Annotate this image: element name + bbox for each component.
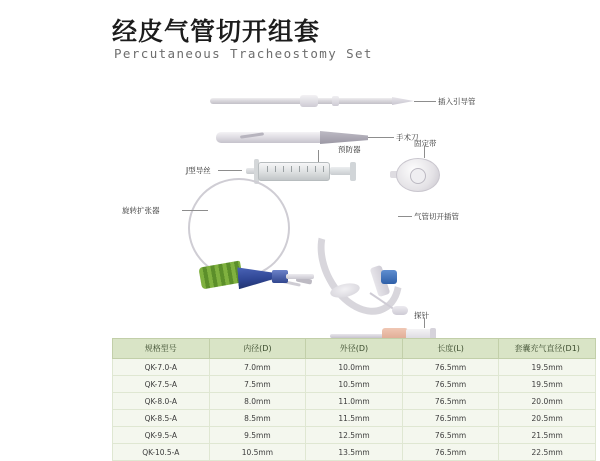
leader-line-rotary-dilator: [182, 210, 208, 211]
cell-model: QK-10.5-A: [113, 444, 210, 461]
table-row: [113, 427, 596, 444]
cell-outer-diameter: 13.5mm: [306, 444, 403, 461]
cell-length: 76.5mm: [402, 410, 499, 427]
label-trach-tube: 气管切开插管: [414, 212, 459, 221]
cell-inner-diameter: 8.5mm: [209, 410, 306, 427]
label-guide-catheter: 插入引导管: [438, 97, 476, 106]
cell-inner-diameter: 10.5mm: [209, 444, 306, 461]
syringe-barrel: [258, 162, 330, 181]
cell-model: QK-7.5-A: [113, 376, 210, 393]
cell-length: 76.5mm: [402, 376, 499, 393]
cell-length: 76.5mm: [402, 427, 499, 444]
guide-catheter-band: [300, 95, 318, 107]
page-title: 经皮气管切开组套: [112, 17, 321, 46]
product-illustration: [0, 70, 600, 320]
table-row: [113, 376, 596, 393]
specification-table: [112, 338, 596, 461]
cell-cuff-diameter: 19.5mm: [499, 359, 596, 376]
column-header-inner-diameter: 内径(D): [209, 339, 306, 359]
label-j-wire: J型导丝: [186, 166, 211, 175]
table-row: [113, 359, 596, 376]
cell-cuff-diameter: 19.5mm: [499, 376, 596, 393]
label-syringe: 预防器: [338, 145, 361, 154]
label-scalpel: 手术刀: [396, 133, 419, 142]
leader-line-guide-catheter: [414, 101, 436, 102]
cell-cuff-diameter: 22.5mm: [499, 444, 596, 461]
cell-outer-diameter: 10.0mm: [306, 359, 403, 376]
cell-model: QK-7.0-A: [113, 359, 210, 376]
leader-line-syringe: [318, 150, 319, 162]
fixation-band-hole: [410, 168, 426, 184]
leader-line-j-wire: [218, 170, 242, 171]
label-fixation-band: 固定带: [414, 139, 437, 148]
tracheostomy-tube-pilot-balloon: [392, 306, 408, 315]
column-header-length: 长度(L): [402, 339, 499, 359]
scalpel-handle: [216, 132, 336, 143]
syringe-thumb-rest: [350, 162, 356, 181]
cell-outer-diameter: 11.0mm: [306, 393, 403, 410]
cell-outer-diameter: 12.5mm: [306, 427, 403, 444]
tracheostomy-tube-connector: [381, 270, 397, 284]
cell-cuff-diameter: 20.5mm: [499, 410, 596, 427]
cell-model: QK-9.5-A: [113, 427, 210, 444]
cell-outer-diameter: 10.5mm: [306, 376, 403, 393]
table-header-row: [113, 339, 596, 359]
page-subtitle: Percutaneous Tracheostomy Set: [114, 46, 373, 61]
cell-length: 76.5mm: [402, 359, 499, 376]
cell-cuff-diameter: 21.5mm: [499, 427, 596, 444]
leader-line-trach-tube: [398, 216, 412, 217]
cell-inner-diameter: 9.5mm: [209, 427, 306, 444]
label-probe: 探针: [414, 311, 429, 320]
table-row: [113, 410, 596, 427]
rotary-dilator-shaft: [286, 274, 314, 279]
column-header-cuff-diameter: 套囊充气直径(D1): [499, 339, 596, 359]
label-rotary-dilator: 旋转扩张器: [122, 206, 160, 215]
column-header-outer-diameter: 外径(D): [306, 339, 403, 359]
cell-model: QK-8.0-A: [113, 393, 210, 410]
cell-inner-diameter: 8.0mm: [209, 393, 306, 410]
cell-cuff-diameter: 20.0mm: [499, 393, 596, 410]
guide-catheter-tip: [392, 97, 414, 105]
scalpel-blade: [320, 131, 368, 144]
table-row: [113, 393, 596, 410]
table-row: [113, 444, 596, 461]
cell-inner-diameter: 7.5mm: [209, 376, 306, 393]
cell-length: 76.5mm: [402, 393, 499, 410]
column-header-model: 规格型号: [113, 339, 210, 359]
leader-line-scalpel: [368, 137, 394, 138]
cell-inner-diameter: 7.0mm: [209, 359, 306, 376]
cell-length: 76.5mm: [402, 444, 499, 461]
syringe-plunger: [330, 167, 352, 175]
cell-model: QK-8.5-A: [113, 410, 210, 427]
cell-outer-diameter: 11.5mm: [306, 410, 403, 427]
guide-catheter-band-small: [332, 96, 339, 106]
